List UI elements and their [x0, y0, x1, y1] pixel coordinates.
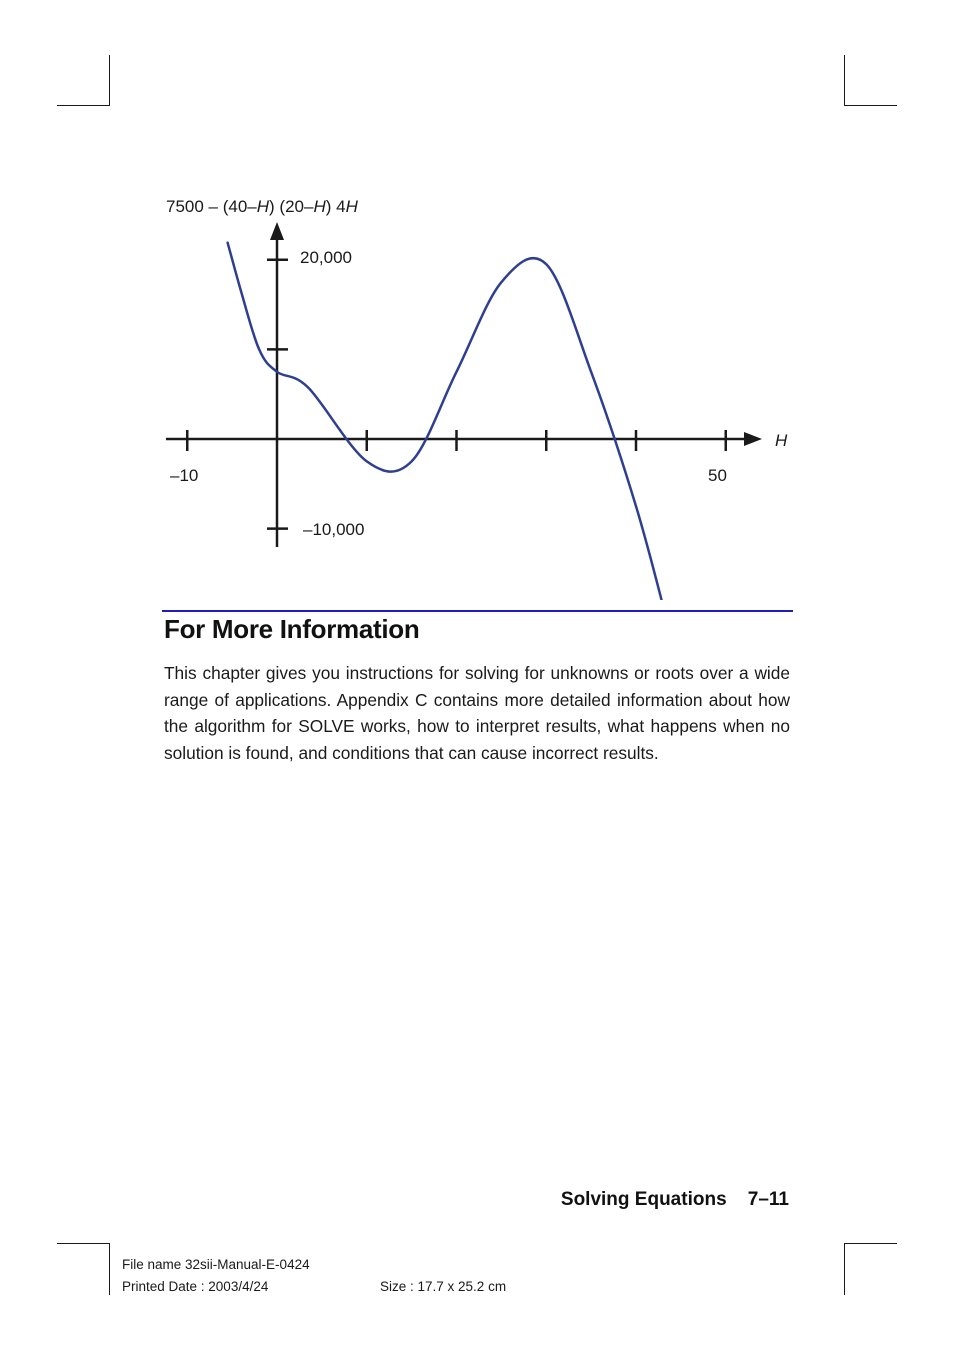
section-paragraph: This chapter gives you instructions for solving for unknowns or roots over a wide range of applications. Appendix C contains more detailed information about how the algorithm for SOLVE works, how to interpret results, what happens when no solution is found, and conditions that can cause incorrect results.: [164, 663, 790, 763]
function-graph: [0, 0, 954, 600]
x-axis-ticks: [187, 430, 726, 451]
section-heading: For More Information: [164, 614, 420, 644]
y-axis-arrowhead: [270, 222, 284, 240]
function-curve: [228, 243, 668, 600]
crop-mark-bottom-left-vertical: [109, 1243, 110, 1295]
function-label-part: 7500 – (40–: [166, 197, 257, 216]
function-label-part: H: [313, 197, 326, 216]
function-label-part: ) 4: [325, 197, 346, 216]
function-label: [166, 197, 359, 216]
y-tick-label-top: 20,000: [300, 248, 352, 267]
section-rule: [162, 610, 793, 612]
x-tick-label-left: –10: [170, 466, 199, 485]
function-label-part: H: [345, 197, 358, 216]
y-tick-label-bottom: –10,000: [303, 520, 365, 539]
function-label-part: ) (20–: [269, 197, 314, 216]
print-size: Size : 17.7 x 25.2 cm: [380, 1279, 507, 1294]
x-axis-arrowhead: [744, 432, 762, 446]
page-footer: [561, 1189, 789, 1211]
function-label-part: H: [256, 197, 270, 216]
crop-mark-bottom-right-vertical: [844, 1243, 845, 1295]
page-number: 7–11: [747, 1189, 789, 1210]
crop-mark-bottom-left-horizontal: [57, 1243, 110, 1244]
print-date: Printed Date : 2003/4/24: [122, 1279, 269, 1294]
x-tick-label-right: 50: [708, 466, 727, 485]
chapter-title: Solving Equations: [560, 1189, 727, 1210]
print-file-name: File name 32sii-Manual-E-0424: [122, 1257, 310, 1272]
crop-mark-bottom-right-horizontal: [844, 1243, 897, 1244]
x-axis-label: H: [775, 431, 788, 450]
